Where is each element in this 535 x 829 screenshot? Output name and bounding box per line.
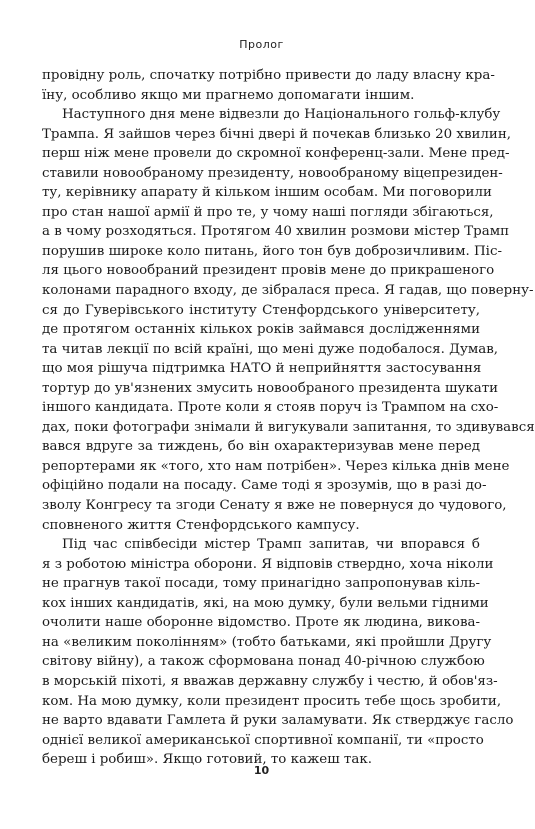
paragraph bbox=[42, 535, 514, 770]
text-line: ставили новообраному президенту, новообраному віцепрезиден- bbox=[42, 165, 503, 181]
text-line: Під час співбесіди містер Трамп запитав, чи впорався б bbox=[62, 537, 480, 553]
text-line: іншого кандидата. Проте коли я стояв поруч із Трампом на схо- bbox=[42, 400, 499, 416]
text-line: кох інших кандидатів, які, на мою думку, були вельми гідними bbox=[42, 595, 489, 611]
text-line: в морській піхоті, я вважав державну службу і честю, й обов'яз- bbox=[42, 673, 498, 689]
text-line: перш ніж мене провели до скромної конференц-зали. Мене пред- bbox=[42, 146, 510, 162]
text-line: ля цього новообраний президент провів мене до прикрашеного bbox=[42, 263, 495, 279]
text-line: де протягом останніх кількох років займався дослідженнями bbox=[42, 322, 480, 338]
text-line: репортерами як «того, хто нам потрібен». Через кілька днів мене bbox=[42, 458, 510, 474]
text-line: Наступного дня мене відвезли до Національного гольф-клубу bbox=[62, 107, 501, 123]
text-line: вався вдруге за тиждень, бо він охарактеризував мене перед bbox=[42, 439, 480, 455]
text-line: про стан нашої армії й про те, у чому наші погляди збігаються, bbox=[42, 204, 494, 220]
text-line: не варто вдавати Гамлета й руки заламувати. Як стверджує гасло bbox=[42, 713, 514, 729]
text-line: а в чому розходяться. Протягом 40 хвилин розмови містер Трамп bbox=[42, 224, 510, 240]
running-head: Пролог bbox=[239, 38, 284, 51]
text-line: офіційно подали на посаду. Саме тоді я зрозумів, що в разі до- bbox=[42, 478, 487, 494]
text-line: ту, керівнику апарату й кільком іншим особам. Ми поговорили bbox=[42, 185, 492, 201]
text-line: на «великим поколінням» (тобто батьками, які пройшли Другу bbox=[42, 634, 492, 650]
page-number: 10 bbox=[253, 764, 270, 777]
text-line: їну, особливо якщо ми прагнемо допомагати іншим. bbox=[42, 87, 415, 103]
text-line: провідну роль, спочатку потрібно привести до ладу власну кра- bbox=[42, 68, 495, 83]
text-line: Трампа. Я зайшов через бічні двері й почекав близько 20 хвилин, bbox=[42, 126, 512, 142]
text-line: не прагнув такої посади, тому принагідно запропонував кіль- bbox=[42, 576, 480, 592]
text-line: дах, поки фотографи знімали й вигукували запитання, то здивувався bbox=[42, 419, 535, 435]
text-line: світову війну), а також сформована понад 40-річною службою bbox=[42, 654, 485, 670]
text-line: що моя рішуча підтримка НАТО й неприйняття застосування bbox=[42, 361, 482, 377]
paragraph bbox=[42, 66, 495, 105]
text-line: тортур до ув'язнених змусить новообраного президента шукати bbox=[42, 380, 499, 396]
paragraph bbox=[42, 105, 535, 535]
text-line: та читав лекції по всій країні, що мені дуже подобалося. Думав, bbox=[42, 341, 499, 357]
text-line: очолити наше оборонне відомство. Проте як людина, викова- bbox=[42, 615, 480, 631]
text-line: колонами парадного входу, де зібралася преса. Я гадав, що поверну- bbox=[42, 283, 534, 299]
text-line: ся до Гуверівського інституту Стенфордського університету, bbox=[42, 302, 480, 318]
body-text bbox=[42, 66, 535, 770]
text-line: я з роботою міністра оборони. Я відповів ствердно, хоча ніколи bbox=[42, 556, 494, 572]
text-line: однієї великої американської спортивної компанії, ти «просто bbox=[42, 732, 484, 748]
text-line: порушив широке коло питань, його тон був доброзичливим. Піс- bbox=[42, 243, 502, 259]
text-line: зволу Конгресу та згоди Сенату я вже не повернуся до чудового, bbox=[42, 498, 507, 514]
text-line: береш і робиш». Якщо готовий, то кажеш так. bbox=[42, 752, 372, 768]
text-line: сповненого життя Стенфордського кампусу. bbox=[42, 517, 360, 533]
text-line: ком. На мою думку, коли президент просить тебе щось зробити, bbox=[42, 693, 502, 709]
